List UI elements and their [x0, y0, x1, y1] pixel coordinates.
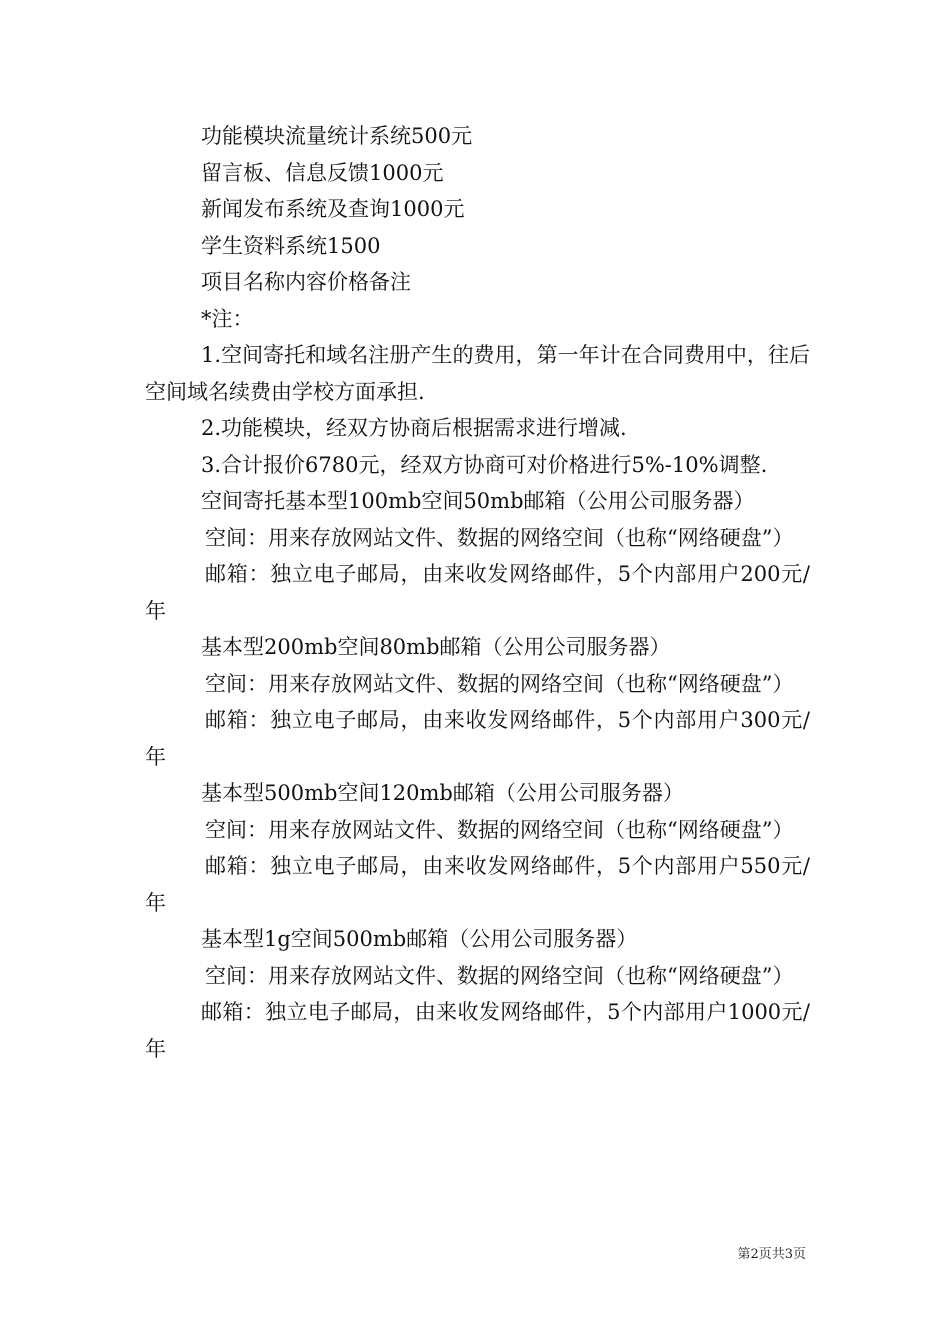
- paragraph: 基本型500mb空间120mb邮箱（公用公司服务器）: [201, 781, 684, 805]
- paragraph: 项目名称内容价格备注: [201, 270, 411, 294]
- paragraph: 邮箱：独立电子邮局，由来收发网络邮件，5个内部用户200元/年: [145, 562, 810, 623]
- paragraph: 2.功能模块，经双方协商后根据需求进行增减.: [201, 416, 627, 440]
- paragraph: 基本型1g空间500mb邮箱（公用公司服务器）: [201, 927, 638, 951]
- paragraph: 基本型200mb空间80mb邮箱（公用公司服务器）: [201, 635, 671, 659]
- paragraph: 空间寄托基本型100mb空间50mb邮箱（公用公司服务器）: [201, 489, 755, 513]
- paragraph: 空间：用来存放网站文件、数据的网络空间（也称“网络硬盘”）: [205, 525, 794, 550]
- paragraph: 功能模块流量统计系统500元: [201, 124, 473, 148]
- paragraph: 3.合计报价6780元，经双方协商可对价格进行5%-10%调整.: [201, 452, 768, 477]
- paragraph: 留言板、信息反馈1000元: [201, 160, 444, 185]
- document-body: [145, 118, 810, 1067]
- paragraph: 邮箱：独立电子邮局，由来收发网络邮件，5个内部用户300元/年: [145, 708, 810, 769]
- paragraph: 空间：用来存放网站文件、数据的网络空间（也称“网络硬盘”）: [205, 963, 794, 988]
- paragraph: 新闻发布系统及查询1000元: [201, 197, 465, 221]
- paragraph: 邮箱：独立电子邮局，由来收发网络邮件，5个内部用户1000元/年: [145, 1000, 810, 1061]
- paragraph: *注：: [201, 306, 254, 331]
- paragraph: 1.空间寄托和域名注册产生的费用，第一年计在合同费用中，往后空间域名续费由学校方面承担.: [145, 343, 810, 404]
- paragraph: 空间：用来存放网站文件、数据的网络空间（也称“网络硬盘”）: [205, 817, 794, 842]
- paragraph: 空间：用来存放网站文件、数据的网络空间（也称“网络硬盘”）: [205, 671, 794, 696]
- paragraph: 邮箱：独立电子邮局，由来收发网络邮件，5个内部用户550元/年: [145, 854, 810, 915]
- paragraph: 学生资料系统1500: [201, 233, 381, 258]
- page-number: 第2页共3页: [737, 1247, 806, 1262]
